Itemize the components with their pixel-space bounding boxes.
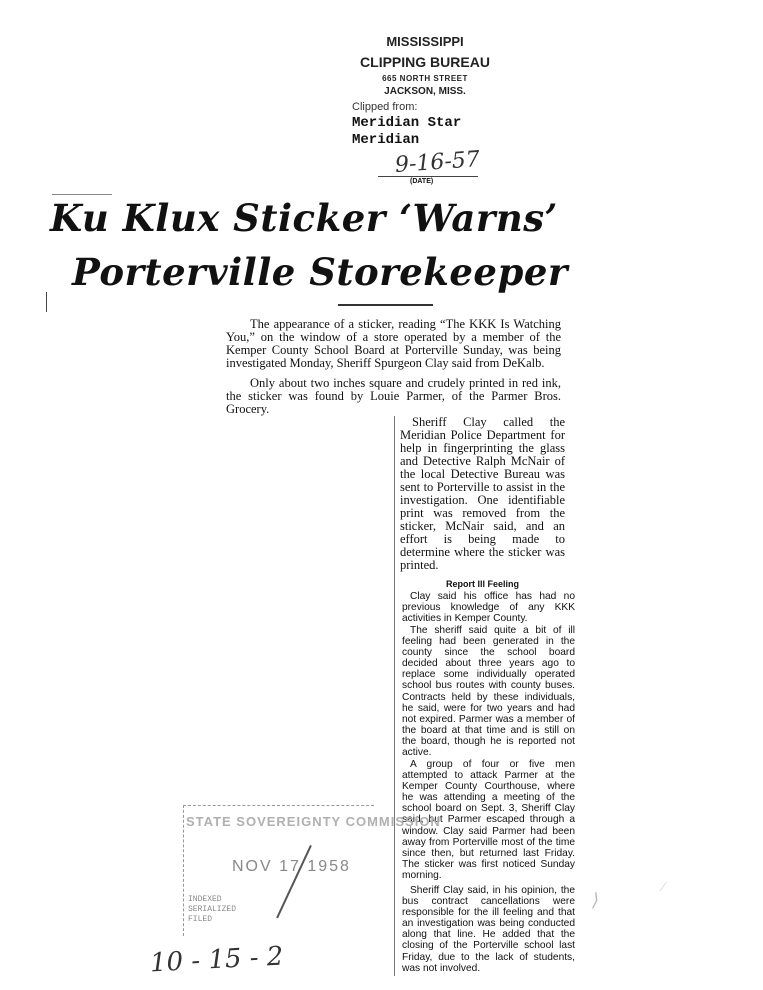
pencil-mark: ⟩: [592, 890, 600, 910]
bureau-name-line2: CLIPPING BUREAU: [360, 54, 490, 70]
headline-line1: Ku Klux Sticker ‘Warns’: [50, 196, 558, 240]
article-paragraph-2: Only about two inches square and crudely printed in red ink, the sticker was found by Louie Parmer, of the Parmer Bros. Grocery.: [226, 376, 561, 416]
bureau-street: 665 NORTH STREET: [382, 74, 468, 83]
pencil-fleck: ⁄: [662, 880, 665, 895]
newspaper-city: Meridian: [352, 132, 420, 148]
headline-line2: Porterville Storekeeper: [72, 250, 568, 294]
handwritten-date: 9-16-57: [394, 147, 481, 178]
article-paragraph-4: Clay said his office has had no previous knowledge of any KKK activities in Kemper County.: [402, 591, 575, 625]
article-paragraph-6: A group of four or five men attempted to attack Parmer at the Kemper County Courthouse, where he was attending a meeting of the school board on Sept. 3, Sheriff Clay said, but Parmer escaped through a window. Clay said Parmer had been away from Porterville most of the time since then, but returned last Friday. The sticker was first noticed Sunday morning.: [402, 759, 575, 881]
headline-rule: [338, 304, 433, 306]
top-rule: [52, 194, 112, 195]
date-underline: [378, 176, 478, 177]
article-paragraph-7: Sheriff Clay said, in his opinion, the bus contract cancellations were responsible for the ill feeling and that an investigation was being conducted along that line. He added that the closing of the Porterville school last Friday, due to the lack of students, was not involved.: [402, 885, 575, 974]
article-paragraph-1: The appearance of a sticker, reading “The KKK Is Watching You,” on the window of a store operated by a member of the Kemper County School Board at Porterville Sunday, was being investigated Monday, Sheriff Spurgeon Clay said from DeKalb.: [226, 317, 561, 370]
column-rule: [394, 416, 395, 976]
clipped-from-label: Clipped from:: [352, 101, 418, 113]
article-paragraph-3: Sheriff Clay called the Meridian Police Department for help in fingerprinting the glass and Detective Ralph McNair of the local Detective Bureau was sent to Porterville to assist in the investigation. One identifiable print was removed from the sticker, McNair said, and an effort is being made to determine where the sticker was printed.: [400, 415, 565, 572]
newspaper-name: Meridian Star: [352, 115, 462, 131]
bureau-city: JACKSON, MISS.: [384, 86, 466, 97]
article-paragraph-5: The sheriff said quite a bit of ill feeling had been generated in the county since the school board decided about three years ago to replace some individually operated school bus routes with county buses. Contracts held by these individuals, he said, were for two years and had not expired. Parmer was a member of the board at that time and is still on the board, though he is reported not active.: [402, 625, 575, 759]
article-subhead: Report Ill Feeling: [445, 579, 519, 589]
margin-tick: [46, 292, 47, 312]
bureau-name-line1: MISSISSIPPI: [386, 34, 464, 49]
stamp-agency: STATE SOVEREIGNTY COMMISSION: [186, 814, 441, 829]
stamp-filing-lines: INDEXED SERIALIZED FILED: [188, 895, 237, 924]
handwritten-file-number: 10 - 15 - 2: [149, 941, 285, 979]
date-label: (DATE): [410, 178, 434, 185]
stamp-date: NOV 17 1958: [232, 858, 351, 875]
